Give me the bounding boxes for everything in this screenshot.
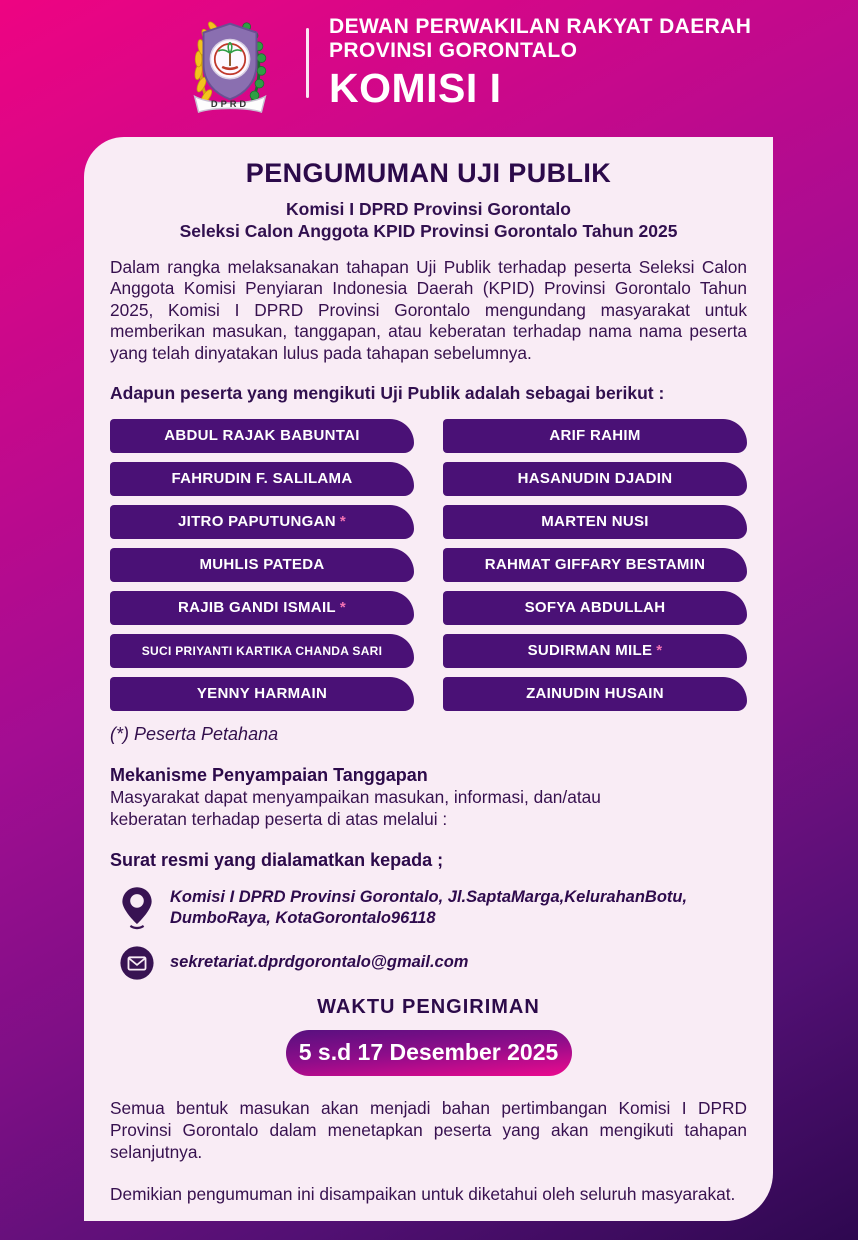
announcement-card xyxy=(84,137,773,1221)
participant-pill: RAJIB GANDI ISMAIL * xyxy=(110,591,414,625)
email-address: sekretariat.dprdgorontalo@gmail.com xyxy=(170,953,469,972)
intro-paragraph: Dalam rangka melaksanakan tahapan Uji Publik terhadap peserta Seleksi Calon Anggota Komisi Penyiaran Indonesia Daerah (KPID) Provinsi Gorontalo Tahun 2025, Komisi I DPRD Provinsi Gorontalo mengundang masyarakat untuk memberikan masukan, tanggapan, atau keberatan terhadap nama nama peserta yang telah dinyatakan lulus pada tahapan sebelumnya. xyxy=(110,256,747,363)
header xyxy=(170,10,751,116)
postal-address: Komisi I DPRD Provinsi Gorontalo, Jl.SaptaMarga,KelurahanBotu, DumboRaya, KotaGorontalo96118 xyxy=(170,887,688,927)
closing-paragraph-2: Demikian pengumuman ini disampaikan untuk diketahui oleh seluruh masyarakat. xyxy=(110,1183,736,1204)
participant-pill: MARTEN NUSI xyxy=(443,505,747,539)
petahana-asterisk: * xyxy=(339,513,346,531)
date-range-badge: 5 s.d 17 Desember 2025 xyxy=(286,1030,572,1076)
mechanism-heading: Mekanisme Penyampaian Tanggapan xyxy=(110,764,428,785)
page-title: PENGUMUMAN UJI PUBLIK xyxy=(245,158,612,188)
mechanism-body: Masyarakat dapat menyampaikan masukan, informasi, dan/atau keberatan terhadap peserta di atas melalui : xyxy=(110,786,601,830)
commission-title: KOMISI I xyxy=(329,65,502,112)
participant-pill: SUDIRMAN MILE * xyxy=(443,634,747,668)
svg-text:DPRD: DPRD xyxy=(210,99,250,110)
participant-pill: YENNY HARMAIN xyxy=(110,677,414,711)
map-pin-icon xyxy=(120,884,154,932)
participant-pill: SOFYA ABDULLAH xyxy=(443,591,747,625)
petahana-footnote: (*) Peserta Petahana xyxy=(110,723,279,744)
participant-list-intro: Adapun peserta yang mengikuti Uji Publik adalah sebagai berikut : xyxy=(110,382,665,403)
participants-grid xyxy=(110,419,747,711)
address-row xyxy=(110,884,747,932)
participant-pill: FAHRUDIN F. SALILAMA xyxy=(110,462,414,496)
participant-pill: SUCI PRIYANTI KARTIKA CHANDA SARI xyxy=(110,634,414,668)
header-divider xyxy=(306,28,309,98)
petahana-asterisk: * xyxy=(656,642,663,660)
dprd-logo-icon xyxy=(170,10,290,116)
participant-pill: ABDUL RAJAK BABUNTAI xyxy=(110,419,414,453)
participant-pill: HASANUDIN DJADIN xyxy=(443,462,747,496)
org-name-line1: DEWAN PERWAKILAN RAKYAT DAERAH xyxy=(329,15,752,39)
mail-heading: Surat resmi yang dialamatkan kepada ; xyxy=(110,849,444,870)
schedule-heading: WAKTU PENGIRIMAN xyxy=(317,995,540,1018)
subtitle-line2: Seleksi Calon Anggota KPID Provinsi Gorontalo Tahun 2025 xyxy=(179,221,678,242)
closing-paragraph-1: Semua bentuk masukan akan menjadi bahan pertimbangan Komisi I DPRD Provinsi Gorontalo dalam menetapkan peserta yang akan mengikuti tahapan selanjutnya. xyxy=(110,1097,747,1162)
envelope-icon xyxy=(119,945,155,981)
subtitle-line1: Komisi I DPRD Provinsi Gorontalo xyxy=(286,199,571,219)
petahana-asterisk: * xyxy=(339,599,347,617)
email-row xyxy=(110,945,747,981)
participant-pill: MUHLIS PATEDA xyxy=(110,548,414,582)
participant-pill: ARIF RAHIM xyxy=(443,419,747,453)
participant-pill: RAHMAT GIFFARY BESTAMIN xyxy=(443,548,747,582)
participant-pill: ZAINUDIN HUSAIN xyxy=(443,677,747,711)
org-name-line2: PROVINSI GORONTALO xyxy=(329,39,578,63)
participant-pill: JITRO PAPUTUNGAN * xyxy=(110,505,414,539)
